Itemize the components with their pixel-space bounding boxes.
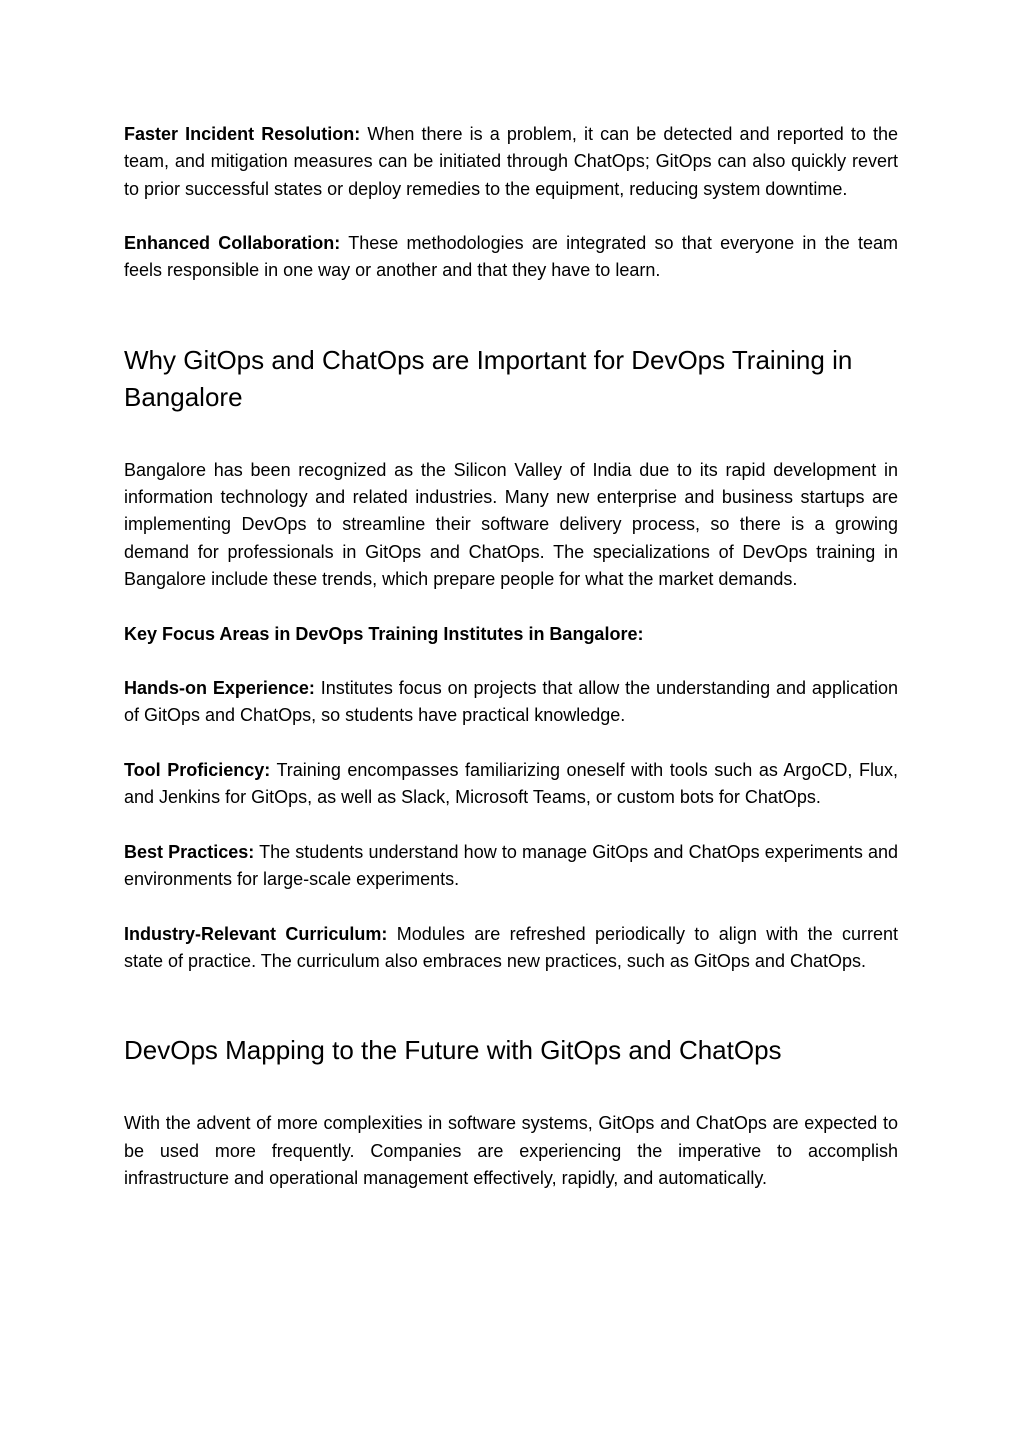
paragraph-bangalore: Bangalore has been recognized as the Silicon Valley of India due to its rapid development in information technology and related industries. Many new enterprise and business startups are implementing DevOps to streamline their software delivery process, so there is a growing demand for professionals in GitOps and ChatOps. The specializations of DevOps training in Bangalore include these trends, which prepare people for what the market demands. — [124, 459, 898, 589]
paragraph-future: With the advent of more complexities in software systems, GitOps and ChatOps are expected to be used more frequently. Companies are experiencing the imperative to accomplish infrastructure and operational management effectively, rapidly, and automatically. — [124, 1113, 898, 1189]
paragraph-best-practices — [124, 839, 898, 894]
paragraph-tool-proficiency — [124, 757, 898, 812]
paragraph-faster-incident-resolution — [124, 121, 898, 203]
section-heading-devops-mapping: DevOps Mapping to the Future with GitOps and ChatOps — [124, 1035, 782, 1066]
key-focus-label: Key Focus Areas in DevOps Training Institutes in Bangalore: — [124, 623, 644, 644]
paragraph-text: When there is a problem, it can be detected and reported to the team, and mitigation measures can be initiated through ChatOps; GitOps can also quickly revert to prior successful states or deploy remedies to the equipment, reducing system downtime. — [124, 124, 898, 199]
section-heading-why-gitops-chatops: Why GitOps and ChatOps are Important for DevOps Training in Bangalore — [124, 344, 853, 412]
paragraph-industry-relevant-curriculum — [124, 921, 898, 976]
paragraph-hands-on-experience — [124, 675, 898, 730]
paragraph-text: Institutes focus on projects that allow the understanding and application of GitOps and ChatOps, so students have practical knowledge. — [124, 678, 898, 726]
paragraph-label: Hands-on Experience: — [124, 678, 315, 699]
paragraph-label: Tool Proficiency: — [124, 760, 271, 781]
paragraph-label: Enhanced Collaboration: — [124, 233, 341, 254]
paragraph-label: Best Practices: — [124, 841, 255, 862]
paragraph-text: The students understand how to manage GitOps and ChatOps experiments and environments for large-scale experiments. — [124, 841, 899, 890]
paragraph-text: Modules are refreshed periodically to align with the current state of practice. The curriculum also embraces new practices, such as GitOps and ChatOps. — [124, 923, 898, 972]
key-focus-heading — [124, 621, 898, 648]
paragraph-label: Industry-Relevant Curriculum: — [124, 923, 388, 944]
paragraph-label: Faster Incident Resolution: — [124, 124, 361, 144]
paragraph-text: These methodologies are integrated so that everyone in the team feels responsible in one way or another and that they have to learn. — [124, 233, 899, 281]
paragraph-enhanced-collaboration — [124, 230, 898, 285]
paragraph-text: Training encompasses familiarizing oneself with tools such as ArgoCD, Flux, and Jenkins for GitOps, as well as Slack, Microsoft Teams, or custom bots for ChatOps. — [124, 760, 898, 808]
